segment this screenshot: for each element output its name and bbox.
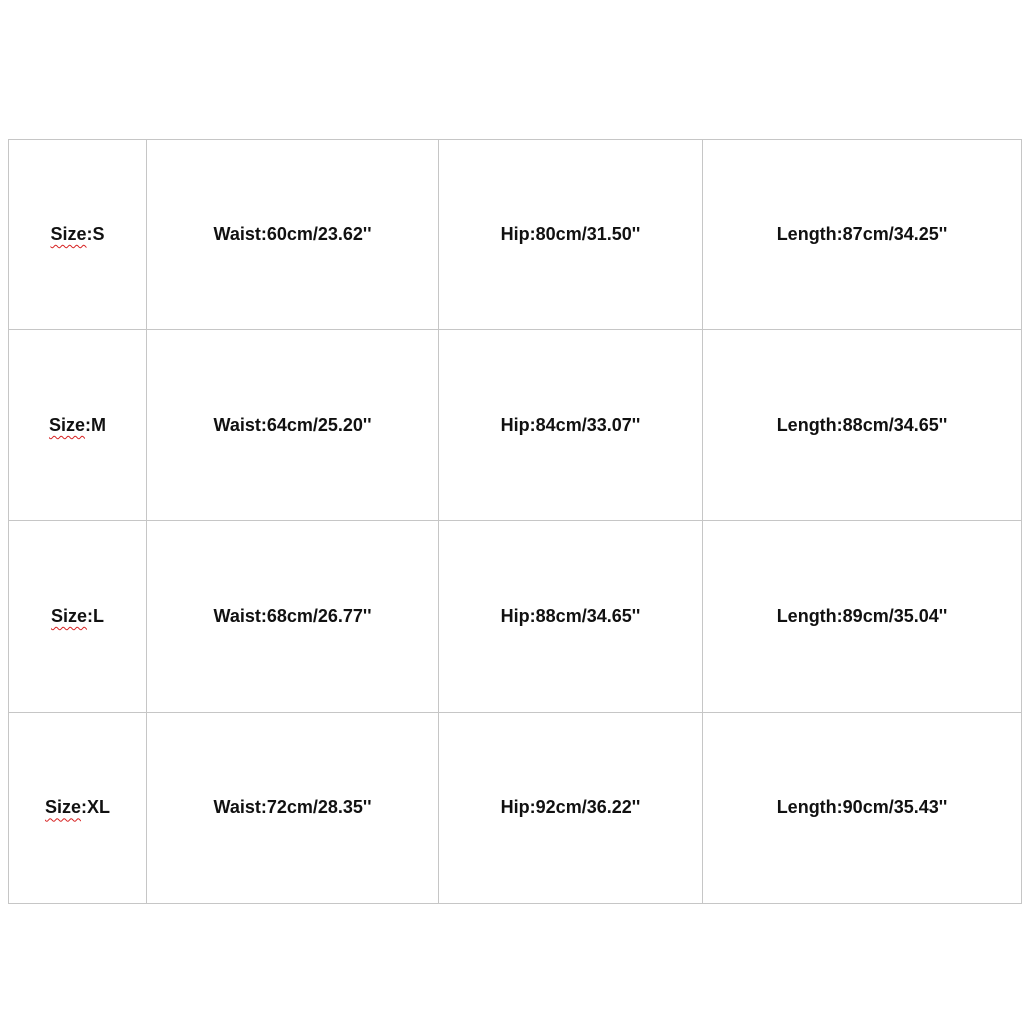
length-cell: Length:89cm/35.04'' — [703, 521, 1022, 712]
hip-cell: Hip:92cm/36.22'' — [439, 712, 703, 903]
length-cell: Length:90cm/35.43'' — [703, 712, 1022, 903]
size-label: Size — [50, 224, 87, 245]
size-cell — [9, 712, 147, 903]
length-cell: Length:87cm/34.25'' — [703, 140, 1022, 330]
waist-cell: Waist:64cm/25.20'' — [147, 330, 439, 521]
size-cell — [9, 140, 147, 330]
table-row — [9, 712, 1022, 903]
size-value: :M — [85, 414, 107, 435]
waist-cell: Waist:60cm/23.62'' — [147, 140, 439, 330]
size-chart-table — [8, 139, 1022, 904]
size-label: Size — [48, 414, 86, 435]
size-value: :S — [86, 224, 105, 245]
waist-cell: Waist:72cm/28.35'' — [147, 712, 439, 903]
table-row — [9, 330, 1022, 521]
size-label: Size — [50, 606, 88, 627]
table-row — [9, 521, 1022, 712]
table-row — [9, 140, 1022, 330]
size-cell — [9, 521, 147, 712]
waist-cell: Waist:68cm/26.77'' — [147, 521, 439, 712]
size-label: Size — [44, 797, 82, 818]
hip-cell: Hip:84cm/33.07'' — [439, 330, 703, 521]
size-value: :L — [87, 606, 105, 627]
hip-cell: Hip:88cm/34.65'' — [439, 521, 703, 712]
hip-cell: Hip:80cm/31.50'' — [439, 140, 703, 330]
size-cell — [9, 330, 147, 521]
size-value: :XL — [81, 797, 111, 818]
length-cell: Length:88cm/34.65'' — [703, 330, 1022, 521]
